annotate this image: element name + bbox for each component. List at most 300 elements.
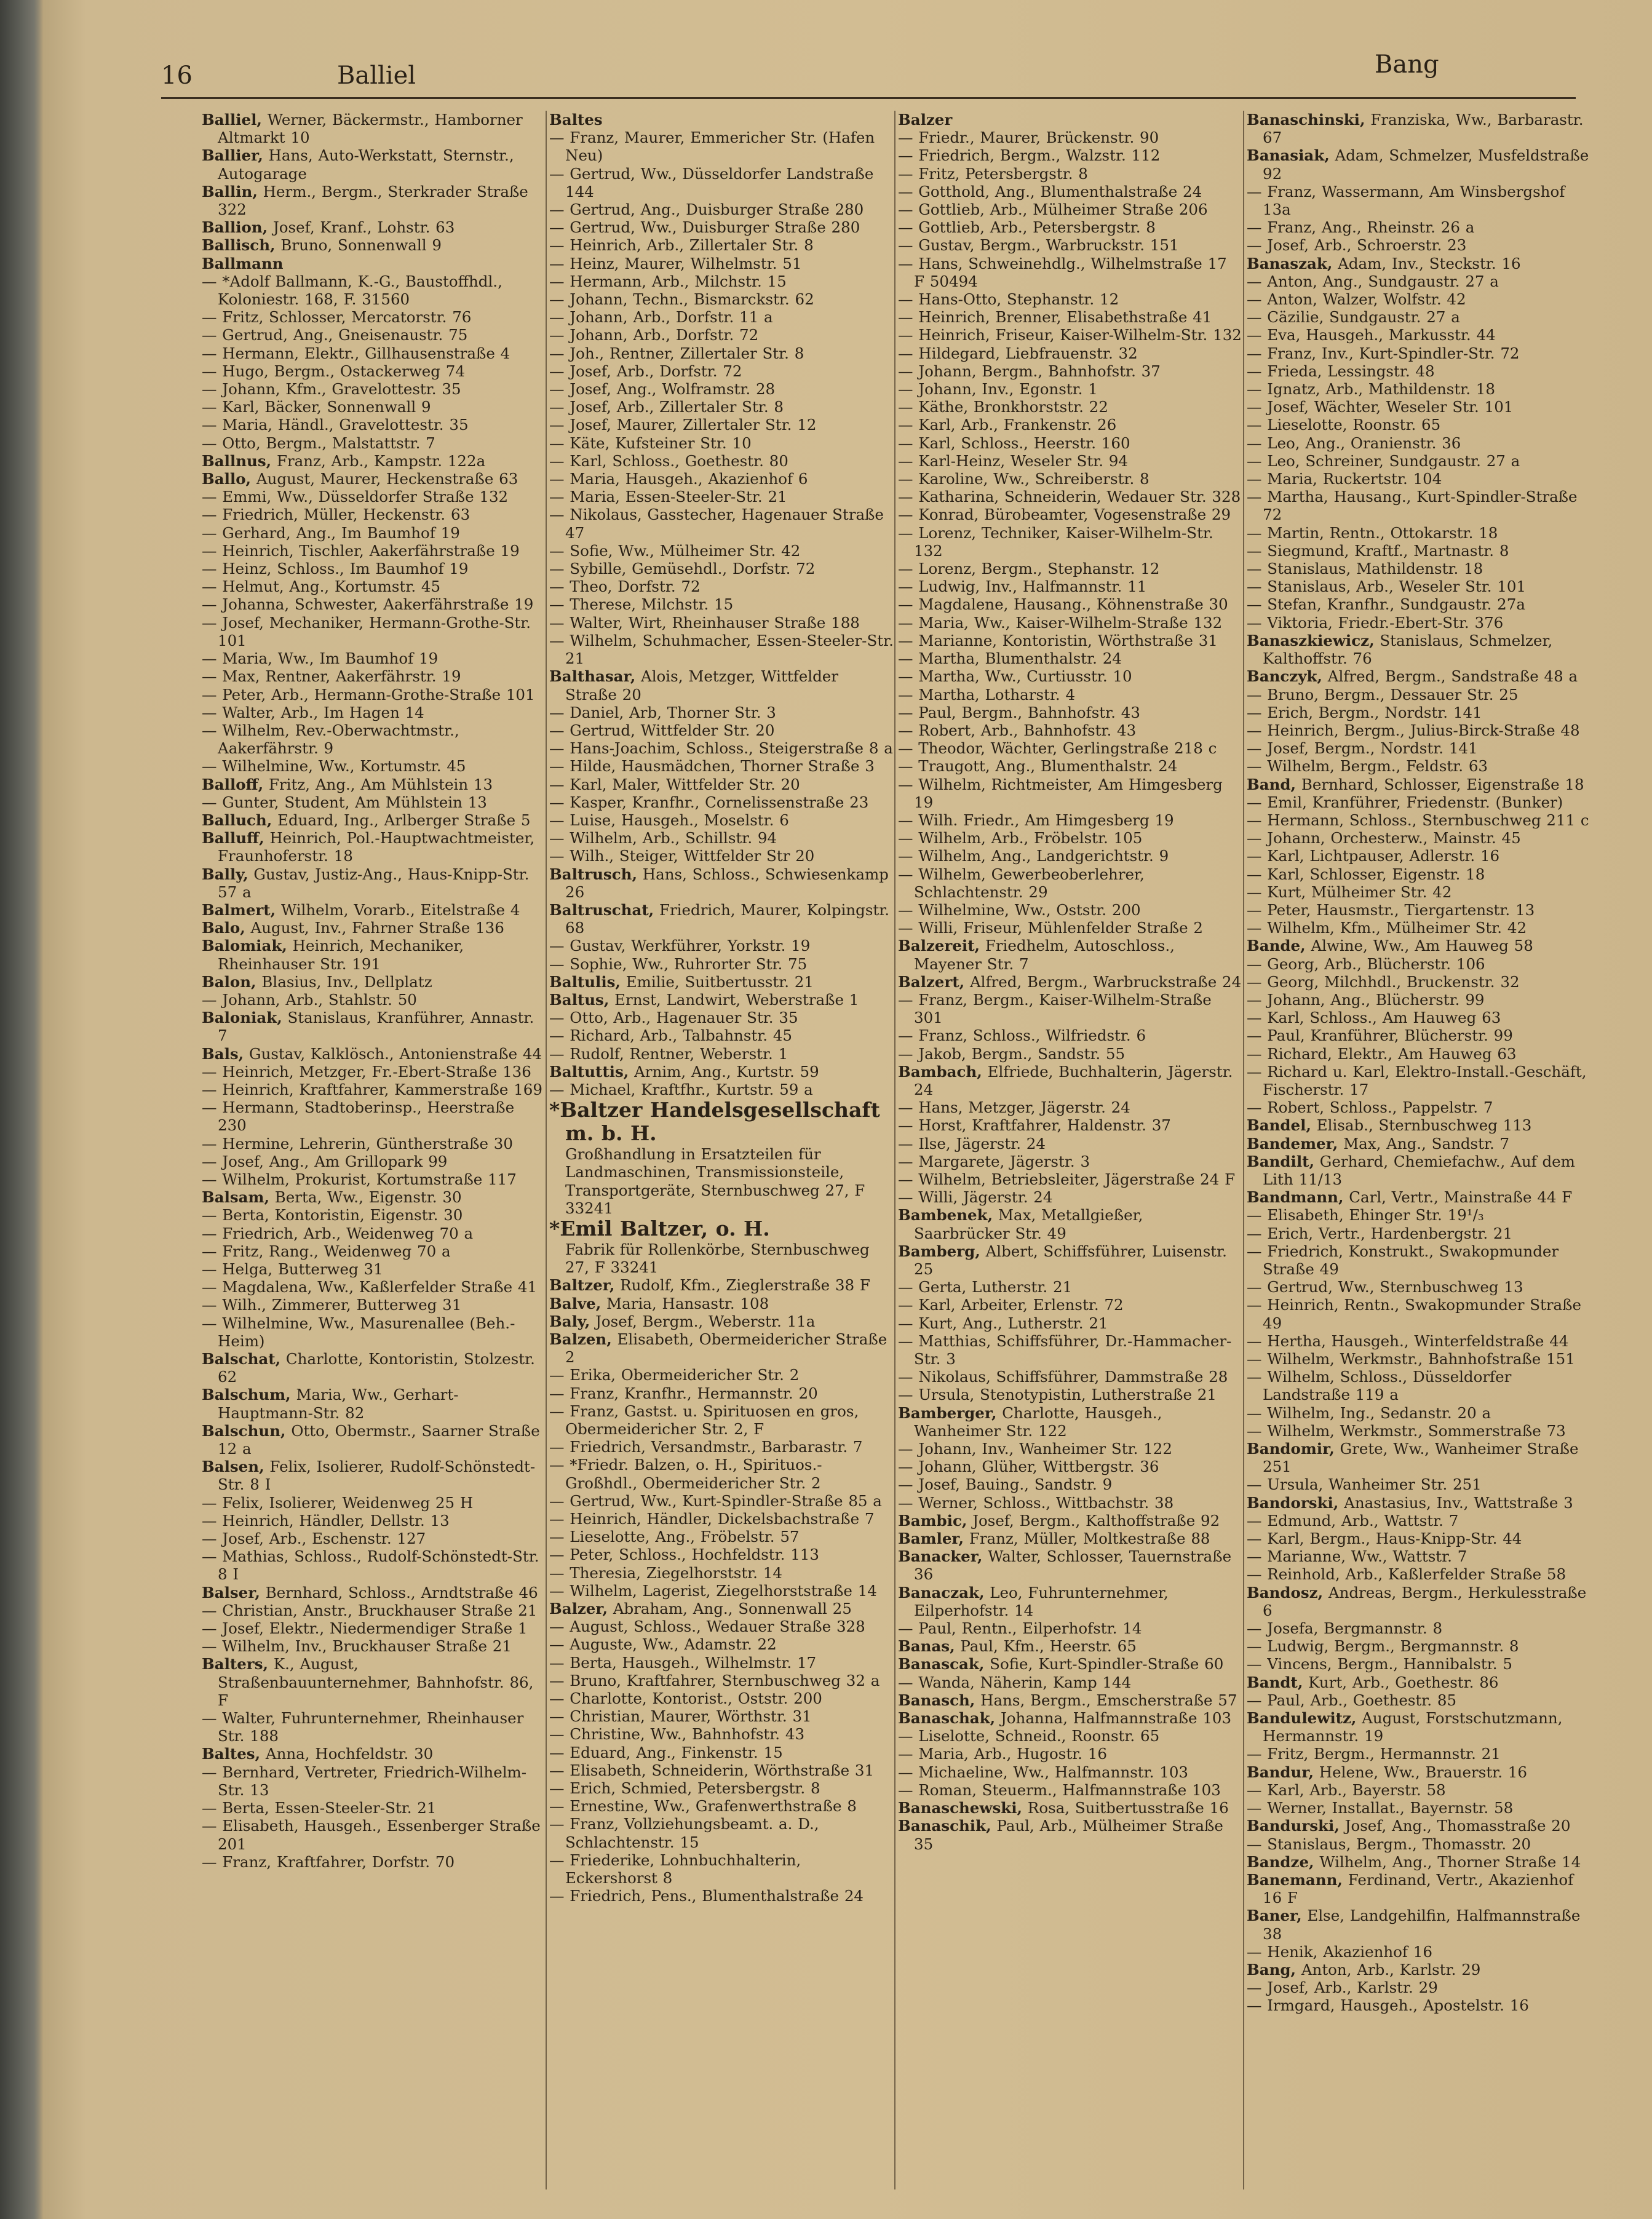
entry-text: — Josef, Wächter, Weseler Str. 101 bbox=[1247, 398, 1514, 416]
entry-surname: Balzer, bbox=[549, 1600, 608, 1618]
entry-text: Anton, Arb., Karlstr. 29 bbox=[1296, 1960, 1481, 1979]
entry-text: — Lorenz, Techniker, Kaiser-Wilhelm-Str. 132 bbox=[898, 523, 1213, 560]
directory-entry bbox=[898, 1584, 1242, 1619]
directory-entry bbox=[549, 200, 894, 218]
entry-text: — Wilhelm, Rev.-Oberwachtmstr., Aakerfährstr. 9 bbox=[202, 721, 459, 758]
directory-entry bbox=[898, 1673, 1242, 1691]
directory-entry bbox=[549, 1330, 894, 1366]
entry-text: — Johann, Arb., Dorfstr. 11 a bbox=[549, 308, 773, 327]
directory-entry bbox=[1247, 560, 1591, 578]
entry-text: — Johann, Inv., Egonstr. 1 bbox=[898, 380, 1098, 399]
directory-entry bbox=[1247, 829, 1591, 847]
directory-entry bbox=[549, 1564, 894, 1582]
entry-text: — Wilh., Steiger, Wittfelder Str 20 bbox=[549, 847, 815, 865]
entry-text: — Wilhelmine, Ww., Oststr. 200 bbox=[898, 900, 1141, 919]
entry-text: — Berta, Kontoristin, Eigenstr. 30 bbox=[202, 1206, 463, 1225]
entry-text: — Johann, Ang., Blücherstr. 99 bbox=[1247, 990, 1485, 1009]
page-number: 16 bbox=[161, 62, 193, 90]
directory-entry bbox=[202, 901, 546, 919]
directory-entry bbox=[549, 991, 894, 1009]
entry-text: — Josef, Arb., Schroerstr. 23 bbox=[1247, 236, 1467, 255]
entry-text: — Wilhelm, Werkmstr., Bahnhofstraße 151 bbox=[1247, 1350, 1575, 1368]
entry-text: — Maria, Ww., Im Baumhof 19 bbox=[202, 649, 439, 668]
directory-entry bbox=[202, 1494, 546, 1512]
entry-text: — Magdalena, Ww., Kaßlerfelder Straße 41 bbox=[202, 1278, 538, 1296]
directory-entry bbox=[202, 1530, 546, 1547]
entry-text: — Heinrich, Händler, Dellstr. 13 bbox=[202, 1511, 450, 1530]
entry-text: Josef, Bergm., Kalthoffstraße 92 bbox=[967, 1511, 1220, 1530]
directory-entry bbox=[549, 1725, 894, 1743]
directory-entry bbox=[549, 1654, 894, 1672]
directory-entry bbox=[898, 1026, 1242, 1044]
entry-text: — Margarete, Jägerstr. 3 bbox=[898, 1152, 1090, 1170]
directory-entry bbox=[1247, 1225, 1591, 1242]
entry-surname: Banaschak, bbox=[898, 1709, 996, 1728]
entry-text: — Karoline, Ww., Schreiberstr. 8 bbox=[898, 470, 1150, 488]
entry-surname: Balzer bbox=[898, 111, 953, 129]
entry-text: — Friedrich, Arb., Weidenweg 70 a bbox=[202, 1224, 474, 1242]
entry-text: — Emil, Kranführer, Friedenstr. (Bunker) bbox=[1247, 793, 1563, 811]
directory-entry bbox=[1247, 111, 1591, 146]
directory-entry bbox=[898, 255, 1242, 290]
entry-surname: Bandorski, bbox=[1247, 1493, 1339, 1512]
entry-text: Elisab., Sternbuschweg 113 bbox=[1311, 1116, 1532, 1135]
entry-text: August, Inv., Fahrner Straße 136 bbox=[245, 919, 504, 937]
entry-text: — Vincens, Bergm., Hannibalstr. 5 bbox=[1247, 1655, 1512, 1673]
entry-text: — Wilhelm, Kfm., Mülheimer Str. 42 bbox=[1247, 919, 1527, 937]
directory-entry bbox=[202, 272, 546, 308]
entry-text: — Konrad, Bürobeamter, Vogesenstraße 29 bbox=[898, 506, 1231, 524]
entry-surname: Banaschinski, bbox=[1247, 111, 1365, 129]
entry-text: — Ursula, Stenotypistin, Lutherstraße 21 bbox=[898, 1386, 1217, 1404]
directory-entry bbox=[1247, 919, 1591, 937]
entry-text: Grete, Ww., Wanheimer Straße 251 bbox=[1263, 1440, 1579, 1476]
directory-entry bbox=[549, 1689, 894, 1707]
entry-text: — Maria, Ww., Kaiser-Wilhelm-Straße 132 bbox=[898, 613, 1223, 632]
entry-text: — Friedrich, Versandmstr., Barbarastr. 7 bbox=[549, 1438, 863, 1456]
entry-text: — Heinrich, Rentn., Swakopmunder Straße 49 bbox=[1247, 1296, 1582, 1332]
directory-entry bbox=[1247, 1745, 1591, 1763]
directory-entry bbox=[898, 1655, 1242, 1673]
entry-text: — Heinrich, Brenner, Elisabethstraße 41 bbox=[898, 308, 1212, 327]
entry-text: — Fritz, Schlosser, Mercatorstr. 76 bbox=[202, 308, 472, 327]
entry-text: Stanislaus, Kranführer, Annastr. 7 bbox=[218, 1009, 534, 1045]
entry-text: — Elisabeth, Schneiderin, Wörthstraße 31 bbox=[549, 1761, 875, 1779]
directory-entry bbox=[549, 1009, 894, 1026]
directory-entry bbox=[1247, 1494, 1591, 1512]
entry-text: Charlotte, Hausgeh., Wanheimer Str. 122 bbox=[914, 1403, 1162, 1440]
directory-entry bbox=[898, 1206, 1242, 1242]
entry-text: — Hermann, Schloss., Sternbuschweg 211 c bbox=[1247, 811, 1589, 829]
entry-text: — Cäzilie, Sundgaustr. 27 a bbox=[1247, 308, 1460, 327]
directory-entry bbox=[898, 1278, 1242, 1296]
directory-entry bbox=[898, 1098, 1242, 1116]
directory-entry bbox=[1247, 793, 1591, 811]
entry-text: — Luise, Hausgeh., Moselstr. 6 bbox=[549, 811, 789, 829]
directory-entry bbox=[898, 1547, 1242, 1583]
directory-entry bbox=[898, 595, 1242, 613]
directory-entry bbox=[1247, 272, 1591, 290]
directory-entry bbox=[1247, 146, 1591, 182]
directory-entry bbox=[549, 793, 894, 811]
entry-text: Berta, Ww., Eigenstr. 30 bbox=[269, 1188, 462, 1207]
directory-entry bbox=[1247, 183, 1591, 218]
entry-text: — Wilhelm, Schloss., Düsseldorfer Landstraße 119 a bbox=[1247, 1368, 1512, 1404]
directory-entry bbox=[898, 704, 1242, 721]
entry-text: — Wilhelm, Prokurist, Kortumstraße 117 bbox=[202, 1170, 517, 1188]
entry-text: — Wilhelm, Werkmstr., Sommerstraße 73 bbox=[1247, 1421, 1566, 1440]
entry-text: — Liselotte, Schneid., Roonstr. 65 bbox=[898, 1727, 1160, 1745]
directory-entry bbox=[202, 1709, 546, 1745]
directory-entry bbox=[202, 1386, 546, 1421]
entry-text: — Josef, Arb., Dorfstr. 72 bbox=[549, 362, 742, 380]
entry-text: — Berta, Hausgeh., Wilhelmstr. 17 bbox=[549, 1653, 817, 1672]
directory-entry bbox=[202, 1314, 546, 1350]
entry-text: — Franz, Ang., Rheinstr. 26 a bbox=[1247, 218, 1475, 237]
directory-entry bbox=[898, 362, 1242, 380]
entry-text: — Richard, Elektr., Am Hauweg 63 bbox=[1247, 1044, 1517, 1063]
entry-text: — Wilhelmine, Ww., Masurenallee (Beh.-Heim) bbox=[202, 1314, 515, 1350]
entry-surname: Baltus, bbox=[549, 990, 610, 1009]
entry-text: — Berta, Essen-Steeler-Str. 21 bbox=[202, 1799, 437, 1817]
directory-entry bbox=[1247, 1116, 1591, 1134]
entry-text: — Gertrud, Ang., Gneisenaustr. 75 bbox=[202, 326, 468, 344]
entry-text: — Therese, Milchstr. 15 bbox=[549, 595, 734, 614]
entry-surname: Balve, bbox=[549, 1294, 602, 1312]
entry-text: August, Forstschutzmann, Hermannstr. 19 bbox=[1263, 1709, 1563, 1745]
entry-text: Maria, Hansastr. 108 bbox=[601, 1294, 769, 1312]
directory-entry bbox=[1247, 1565, 1591, 1583]
directory-entry bbox=[549, 1081, 894, 1098]
entry-surname: Banczyk, bbox=[1247, 667, 1322, 686]
entry-text: — Josef, Maurer, Zillertaler Str. 12 bbox=[549, 416, 817, 434]
directory-entry bbox=[549, 470, 894, 488]
directory-entry bbox=[1247, 1871, 1591, 1907]
entry-text: — Gertrud, Ang., Duisburger Straße 280 bbox=[549, 200, 864, 219]
directory-entry bbox=[549, 506, 894, 541]
directory-entry bbox=[202, 937, 546, 972]
directory-entry bbox=[549, 1797, 894, 1815]
directory-entry bbox=[549, 847, 894, 865]
entry-text: — Horst, Kraftfahrer, Haldenstr. 37 bbox=[898, 1116, 1171, 1135]
directory-entry bbox=[1247, 1098, 1591, 1116]
directory-entry bbox=[898, 1135, 1242, 1153]
entry-text: Alwine, Ww., Am Hauweg 58 bbox=[1305, 937, 1533, 955]
directory-entry bbox=[898, 919, 1242, 937]
directory-entry bbox=[202, 1637, 546, 1655]
entry-text: — Gertrud, Ww., Düsseldorfer Landstraße 144 bbox=[549, 164, 874, 200]
directory-entry bbox=[898, 218, 1242, 236]
directory-entry bbox=[898, 506, 1242, 523]
directory-entry bbox=[202, 1188, 546, 1206]
directory-entry bbox=[202, 1853, 546, 1871]
directory-entry bbox=[1247, 883, 1591, 901]
entry-text: — Maria, Essen-Steeler-Str. 21 bbox=[549, 488, 787, 506]
directory-entry bbox=[549, 1026, 894, 1044]
entry-text: — Walter, Arb., Im Hagen 14 bbox=[202, 703, 424, 721]
entry-text: — Matthias, Schiffsführer, Dr.-Hammacher-Str. 3 bbox=[898, 1332, 1232, 1368]
column-separator bbox=[894, 111, 895, 2189]
directory-entry bbox=[1247, 632, 1591, 667]
entry-text: — Friedrich, Bergm., Walzstr. 112 bbox=[898, 146, 1161, 165]
directory-entry bbox=[1247, 1135, 1591, 1153]
directory-entry bbox=[202, 919, 546, 937]
column-separator bbox=[1243, 111, 1244, 2189]
directory-entry bbox=[549, 614, 894, 632]
directory-entry bbox=[1247, 416, 1591, 434]
entry-surname: Baltes, bbox=[202, 1745, 261, 1763]
entry-text: — Leo, Schreiner, Sundgaustr. 27 a bbox=[1247, 451, 1520, 470]
entry-surname: Banaczak, bbox=[898, 1583, 985, 1602]
entry-surname: Ballnus, bbox=[202, 451, 272, 470]
entry-text: Maria, Ww., Gerhart-Hauptmann-Str. 82 bbox=[218, 1386, 459, 1422]
entry-text: Bernhard, Schlosser, Eigenstraße 18 bbox=[1296, 775, 1584, 793]
directory-entry bbox=[898, 776, 1242, 811]
directory-entry bbox=[898, 973, 1242, 991]
directory-entry bbox=[202, 1009, 546, 1044]
directory-entry bbox=[549, 1312, 894, 1330]
entry-text: — Theodor, Wächter, Gerlingstraße 218 c bbox=[898, 739, 1217, 758]
directory-entry bbox=[1247, 973, 1591, 991]
entry-text: — Stanislaus, Arb., Weseler Str. 101 bbox=[1247, 578, 1527, 596]
directory-entry bbox=[898, 452, 1242, 470]
directory-entry bbox=[1247, 1763, 1591, 1781]
entry-text: — Siegmund, Kraftf., Martnastr. 8 bbox=[1247, 541, 1509, 560]
entry-text: — Hans, Schweinehdlg., Wilhelmstraße 17 F 50494 bbox=[898, 254, 1227, 290]
directory-entry bbox=[1247, 595, 1591, 613]
directory-entry bbox=[1247, 901, 1591, 919]
directory-entry bbox=[549, 1063, 894, 1081]
directory-entry bbox=[1247, 1063, 1591, 1098]
directory-entry bbox=[1247, 1673, 1591, 1691]
entry-text: — Magdalene, Hausang., Köhnenstraße 30 bbox=[898, 595, 1228, 614]
directory-entry bbox=[1247, 380, 1591, 398]
entry-text: — Traugott, Ang., Blumenthalstr. 24 bbox=[898, 757, 1178, 776]
entry-text: — Walter, Fuhrunternehmer, Rheinhauser Str. 188 bbox=[202, 1709, 524, 1745]
directory-entry bbox=[202, 506, 546, 523]
directory-entry bbox=[549, 326, 894, 344]
entry-surname: Bandt, bbox=[1247, 1673, 1303, 1691]
entry-text: — Walter, Wirt, Rheinhauser Straße 188 bbox=[549, 613, 860, 632]
entry-text: Elfriede, Buchhalterin, Jägerstr. 24 bbox=[914, 1062, 1233, 1098]
entry-surname: Bandmann, bbox=[1247, 1188, 1344, 1207]
directory-entry bbox=[1247, 1512, 1591, 1530]
entry-text: — Josef, Bauing., Sandstr. 9 bbox=[898, 1475, 1113, 1494]
entry-text: — Martha, Blumenthalstr. 24 bbox=[898, 649, 1122, 668]
directory-entry bbox=[898, 1116, 1242, 1134]
directory-entry bbox=[898, 200, 1242, 218]
entry-surname: Bandosz, bbox=[1247, 1583, 1324, 1602]
entry-text: — Henik, Akazienhof 16 bbox=[1247, 1942, 1432, 1961]
directory-entry bbox=[898, 1404, 1242, 1440]
entry-text: Heinrich, Mechaniker, Rheinhauser Str. 191 bbox=[218, 937, 464, 973]
entry-text: — Gertrud, Ww., Kurt-Spindler-Straße 85 a bbox=[549, 1491, 882, 1510]
entry-text: — Paul, Kranführer, Blücherstr. 99 bbox=[1247, 1026, 1513, 1045]
entry-text: — Heinz, Maurer, Wilhelmstr. 51 bbox=[549, 254, 802, 272]
entry-surname: Baltrusch, bbox=[549, 865, 637, 883]
directory-entry bbox=[202, 776, 546, 793]
entry-surname: Balliel, bbox=[202, 111, 262, 129]
entry-text: Stanislaus, Schmelzer, Kalthoffstr. 76 bbox=[1263, 631, 1553, 668]
entry-text: — Johann, Arb., Dorfstr. 72 bbox=[549, 326, 759, 344]
directory-entry bbox=[202, 595, 546, 613]
directory-entry bbox=[898, 1691, 1242, 1709]
entry-text: — Josef, Arb., Eschenstr. 127 bbox=[202, 1530, 426, 1548]
entry-surname: Banaszak, bbox=[1247, 254, 1333, 272]
entry-text: — Michael, Kraftfhr., Kurtstr. 59 a bbox=[549, 1080, 813, 1098]
directory-entry bbox=[549, 1707, 894, 1725]
directory-entry bbox=[202, 704, 546, 721]
entry-text: — Hans-Joachim, Schloss., Steigerstraße 8 a bbox=[549, 739, 893, 758]
directory-entry bbox=[202, 1045, 546, 1063]
directory-entry bbox=[1247, 1961, 1591, 1979]
directory-entry bbox=[202, 183, 546, 218]
directory-entry bbox=[1247, 776, 1591, 793]
entry-text: — Gunter, Student, Am Mühlstein 13 bbox=[202, 793, 487, 811]
directory-entry bbox=[202, 1260, 546, 1278]
entry-text: — Wilh. Friedr., Am Himgesberg 19 bbox=[898, 811, 1174, 829]
directory-entry bbox=[549, 937, 894, 955]
entry-text: — Friedrich, Pens., Blumenthalstraße 24 bbox=[549, 1887, 864, 1905]
directory-entry bbox=[202, 416, 546, 434]
entry-text: — Stefan, Kranfhr., Sundgaustr. 27a bbox=[1247, 595, 1525, 614]
entry-surname: Bambach, bbox=[898, 1062, 982, 1081]
entry-text: — Lieselotte, Roonstr. 65 bbox=[1247, 416, 1441, 434]
entry-text: — Helga, Butterweg 31 bbox=[202, 1260, 383, 1278]
directory-entry bbox=[898, 416, 1242, 434]
directory-entry bbox=[898, 1781, 1242, 1799]
directory-entry bbox=[549, 452, 894, 470]
entry-text: — Nikolaus, Gasstecher, Hagenauer Straße 47 bbox=[549, 506, 884, 542]
directory-entry bbox=[202, 1296, 546, 1314]
entry-surname: Bamberger, bbox=[898, 1403, 997, 1422]
directory-entry bbox=[898, 739, 1242, 757]
directory-entry bbox=[202, 757, 546, 775]
entry-text: Emilie, Suitbertusstr. 21 bbox=[620, 972, 814, 991]
entry-text: — Hertha, Hausgeh., Winterfeldstraße 44 bbox=[1247, 1332, 1569, 1350]
entry-text: Herm., Bergm., Sterkrader Straße 322 bbox=[218, 182, 528, 219]
directory-entry bbox=[898, 344, 1242, 362]
directory-entry bbox=[898, 1727, 1242, 1745]
directory-entry bbox=[898, 111, 1242, 129]
directory-entry bbox=[202, 308, 546, 326]
directory-entry bbox=[549, 721, 894, 739]
entry-text: — Johann, Kfm., Gravelottestr. 35 bbox=[202, 380, 461, 399]
entry-text: Max, Metallgießer, Saarbrücker Str. 49 bbox=[914, 1206, 1143, 1242]
entry-surname: Balomiak, bbox=[202, 937, 287, 955]
entry-surname: Balser, bbox=[202, 1583, 260, 1602]
entry-text: — Franz, Bergm., Kaiser-Wilhelm-Straße 301 bbox=[898, 990, 1212, 1027]
entry-text: — Anton, Ang., Sundgaustr. 27 a bbox=[1247, 272, 1499, 290]
entry-text: — Elisabeth, Ehinger Str. 19¹/₃ bbox=[1247, 1206, 1484, 1225]
entry-text: — Ilse, Jägerstr. 24 bbox=[898, 1134, 1046, 1153]
entry-text: — Gertrud, Wittfelder Str. 20 bbox=[549, 721, 775, 739]
entry-text: — Erich, Schmied, Petersbergstr. 8 bbox=[549, 1779, 820, 1798]
directory-entry bbox=[1247, 1332, 1591, 1350]
entry-text: — Käte, Kufsteiner Str. 10 bbox=[549, 434, 752, 452]
directory-entry bbox=[1247, 811, 1591, 829]
entry-surname: Balluff, bbox=[202, 829, 264, 848]
entry-text: Felix, Isolierer, Rudolf-Schönstedt-Str. 8 I bbox=[218, 1458, 536, 1494]
entry-text: Hans, Schloss., Schwiesenkamp 26 bbox=[565, 865, 889, 901]
directory-entry bbox=[202, 578, 546, 595]
directory-entry bbox=[549, 488, 894, 506]
directory-entry bbox=[1247, 1475, 1591, 1493]
entry-text: — Peter, Arb., Hermann-Grothe-Straße 101 bbox=[202, 685, 535, 704]
entry-text: Alfred, Bergm., Warbruckstraße 24 bbox=[964, 972, 1242, 991]
directory-entry bbox=[549, 757, 894, 775]
directory-entry bbox=[549, 560, 894, 578]
entry-surname: Balthasar, bbox=[549, 667, 636, 686]
directory-entry bbox=[1247, 1655, 1591, 1673]
directory-column-1 bbox=[202, 111, 546, 2202]
entry-text: — Roman, Steuerm., Halfmannstraße 103 bbox=[898, 1780, 1221, 1799]
entry-text: Friedrich, Maurer, Kolpingstr. 68 bbox=[565, 900, 890, 937]
directory-entry bbox=[549, 344, 894, 362]
entry-surname: Bandilt, bbox=[1247, 1152, 1314, 1170]
directory-entry bbox=[202, 344, 546, 362]
entry-text: Anastasius, Inv., Wattstraße 3 bbox=[1338, 1493, 1573, 1512]
entry-surname: Balschat, bbox=[202, 1350, 281, 1368]
entry-text: — Georg, Arb., Blücherstr. 106 bbox=[1247, 955, 1485, 973]
entry-text: — Johann, Techn., Bismarckstr. 62 bbox=[549, 290, 814, 309]
entry-text: — Wilhelm, Gewerbeoberlehrer, Schlachtenstr. 29 bbox=[898, 865, 1145, 901]
directory-entry bbox=[202, 542, 546, 560]
entry-text: — Franz, Schloss., Wilfriedstr. 6 bbox=[898, 1026, 1146, 1045]
entry-text: — Wilhelmine, Ww., Kortumstr. 45 bbox=[202, 757, 466, 776]
directory-entry bbox=[898, 488, 1242, 506]
entry-text: — Gerta, Lutherstr. 21 bbox=[898, 1278, 1073, 1296]
entry-text: — Robert, Arb., Bahnhofstr. 43 bbox=[898, 721, 1137, 739]
entry-surname: Baltes bbox=[549, 111, 603, 129]
entry-text: Gerhard, Chemiefachw., Auf dem Lith 11/13 bbox=[1263, 1152, 1575, 1188]
directory-entry bbox=[898, 1063, 1242, 1098]
directory-entry bbox=[898, 165, 1242, 183]
directory-entry bbox=[1247, 1835, 1591, 1853]
entry-text: — Gerhard, Ang., Im Baumhof 19 bbox=[202, 523, 460, 542]
directory-entry bbox=[202, 1153, 546, 1170]
directory-entry bbox=[549, 111, 894, 129]
firm-heading: *Emil Baltzer, o. H. bbox=[549, 1216, 770, 1240]
directory-entry bbox=[1247, 218, 1591, 236]
directory-entry bbox=[898, 1494, 1242, 1512]
entry-text: — Leo, Ang., Oranienstr. 36 bbox=[1247, 434, 1461, 452]
entry-text: — Robert, Schloss., Pappelstr. 7 bbox=[1247, 1098, 1493, 1117]
running-head-first-entry: Balliel bbox=[337, 62, 416, 90]
entry-text: — Wilhelm, Inv., Bruckhauser Straße 21 bbox=[202, 1637, 512, 1656]
entry-text: — Johann, Inv., Wanheimer Str. 122 bbox=[898, 1440, 1172, 1458]
directory-column-3 bbox=[898, 111, 1242, 2202]
entry-text: — Franz, Kranfhr., Hermannstr. 20 bbox=[549, 1384, 818, 1402]
entry-surname: Banasiak, bbox=[1247, 146, 1330, 165]
directory-entry bbox=[898, 1799, 1242, 1817]
directory-entry bbox=[898, 1170, 1242, 1188]
entry-text: Adam, Schmelzer, Musfeldstraße 92 bbox=[1263, 146, 1589, 183]
directory-entry bbox=[549, 776, 894, 793]
directory-entry bbox=[898, 937, 1242, 972]
entry-text: Franz, Müller, Moltkestraße 88 bbox=[964, 1530, 1210, 1548]
directory-entry bbox=[898, 146, 1242, 164]
directory-entry bbox=[549, 434, 894, 452]
directory-entry bbox=[202, 218, 546, 236]
entry-surname: Banemann, bbox=[1247, 1870, 1343, 1889]
entry-text: — Stanislaus, Mathildenstr. 18 bbox=[1247, 560, 1483, 578]
entry-text: — Josef, Mechaniker, Hermann-Grothe-Str. 101 bbox=[202, 613, 531, 649]
entry-text: Leo, Fuhrunternehmer, Eilperhofstr. 14 bbox=[914, 1583, 1169, 1619]
entry-text: Anna, Hochfeldstr. 30 bbox=[260, 1745, 434, 1763]
entry-text: — Gotthold, Ang., Blumenthalstraße 24 bbox=[898, 182, 1202, 200]
directory-entry bbox=[202, 1817, 546, 1852]
